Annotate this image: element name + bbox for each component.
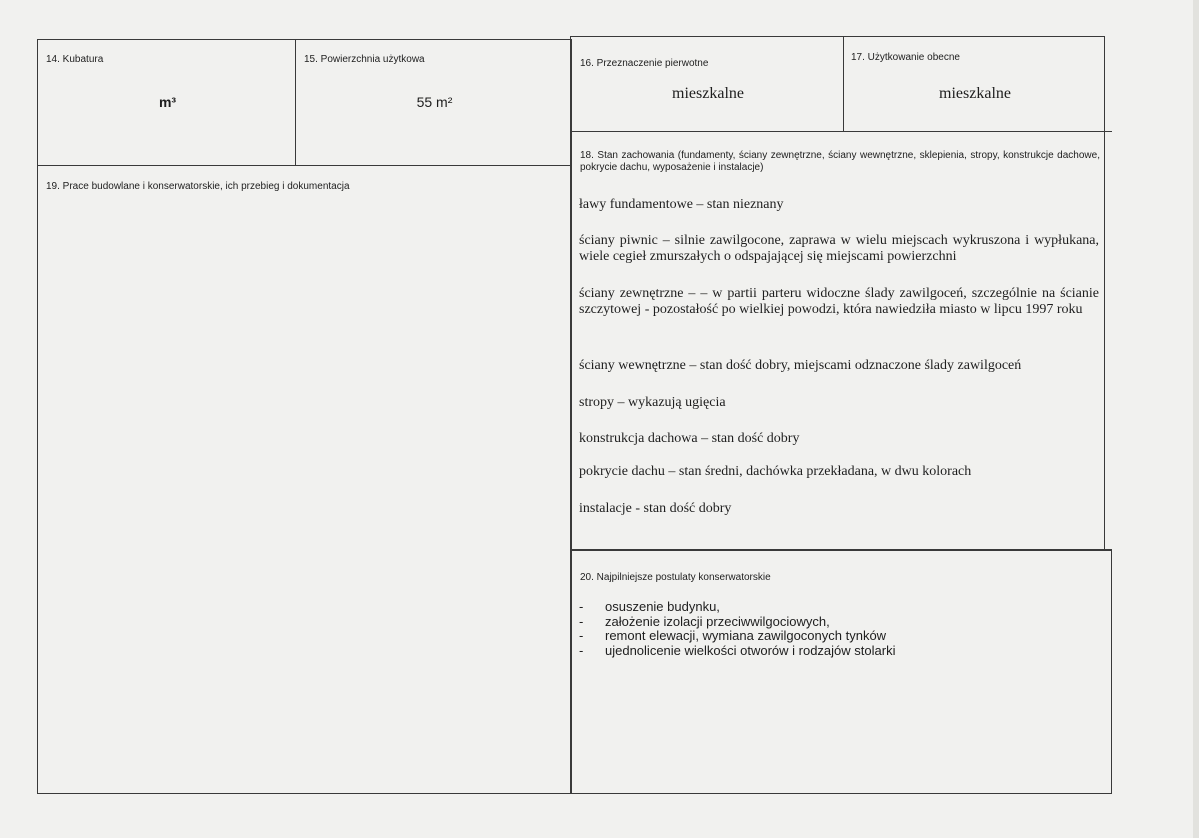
- cell-kubatura: [37, 39, 296, 166]
- cell-stan-zachowania: [570, 131, 1112, 551]
- condition-item: instalacje - stan dość dobry: [579, 501, 732, 516]
- list-item: [579, 644, 895, 659]
- condition-item: stropy – wykazują ugięcia: [579, 395, 726, 410]
- condition-item: pokrycie dachu – stan średni, dachówka przekładana, w dwu kolorach: [579, 464, 972, 479]
- stan-label: 18. Stan zachowania (fundamenty, ściany zewnętrzne, ściany wewnętrzne, sklepienia, stropy, konstrukcje dachowe, pokrycie dachu, wyposażenie i instalacje): [580, 150, 1100, 173]
- powierzchnia-value: 55 m²: [416, 94, 453, 110]
- condition-item: ściany piwnic – silnie zawilgocone, zaprawa w wielu miejscach wykruszona i wypłukana, wiele cegieł zmurszałych o odspajającej się miejscami powierzchni: [579, 233, 1099, 264]
- kubatura-label: 14. Kubatura: [46, 54, 104, 65]
- postulat-text: założenie izolacji przeciwwilgociowych,: [605, 613, 830, 629]
- list-item: [579, 600, 895, 615]
- kubatura-value: m³: [158, 94, 177, 110]
- list-item: [579, 615, 895, 630]
- postulat-text: osuszenie budynku,: [605, 599, 720, 614]
- cell-postulaty: [570, 549, 1112, 794]
- condition-item: ściany wewnętrzne – stan dość dobry, miejscami odznaczone ślady zawilgoceń: [579, 358, 1022, 373]
- cell-powierzchnia: [295, 39, 572, 166]
- bullet-dash: -: [579, 599, 584, 614]
- uzytkowanie-label: 17. Użytkowanie obecne: [851, 52, 960, 63]
- cell-prace: [37, 165, 572, 794]
- postulat-text: remont elewacji, wymiana zawilgoconych tynków: [605, 628, 887, 643]
- condition-item: ściany zewnętrzne – – w partii parteru widoczne ślady zawilgoceń, szczególnie na ścianie szczytowej - pozostałość po wielkiej powodzi, która nawiedziła miasto w lipcu 1997 roku: [579, 286, 1099, 317]
- postulaty-label: 20. Najpilniejsze postulaty konserwatorskie: [580, 572, 771, 583]
- przeznaczenie-label: 16. Przeznaczenie pierwotne: [580, 58, 709, 69]
- cell-uzytkowanie: [843, 36, 1105, 132]
- postulat-text: ujednolicenie wielkości otworów i rodzajów stolarki: [605, 642, 896, 658]
- uzytkowanie-value: mieszkalne: [939, 85, 1011, 102]
- postulaty-list: [579, 600, 895, 658]
- stan-right-border: [1104, 131, 1105, 551]
- condition-item: ławy fundamentowe – stan nieznany: [579, 197, 784, 212]
- list-item: [579, 629, 895, 644]
- prace-label: 19. Prace budowlane i konserwatorskie, ich przebieg i dokumentacja: [46, 181, 350, 192]
- powierzchnia-label: 15. Powierzchnia użytkowa: [304, 54, 425, 65]
- condition-item: konstrukcja dachowa – stan dość dobry: [579, 431, 800, 446]
- bullet-dash: -: [579, 628, 584, 643]
- bullet-dash: -: [579, 642, 584, 658]
- scan-edge: [1193, 0, 1199, 838]
- przeznaczenie-value: mieszkalne: [672, 85, 744, 102]
- bullet-dash: -: [579, 613, 584, 629]
- cell-przeznaczenie: [570, 36, 844, 132]
